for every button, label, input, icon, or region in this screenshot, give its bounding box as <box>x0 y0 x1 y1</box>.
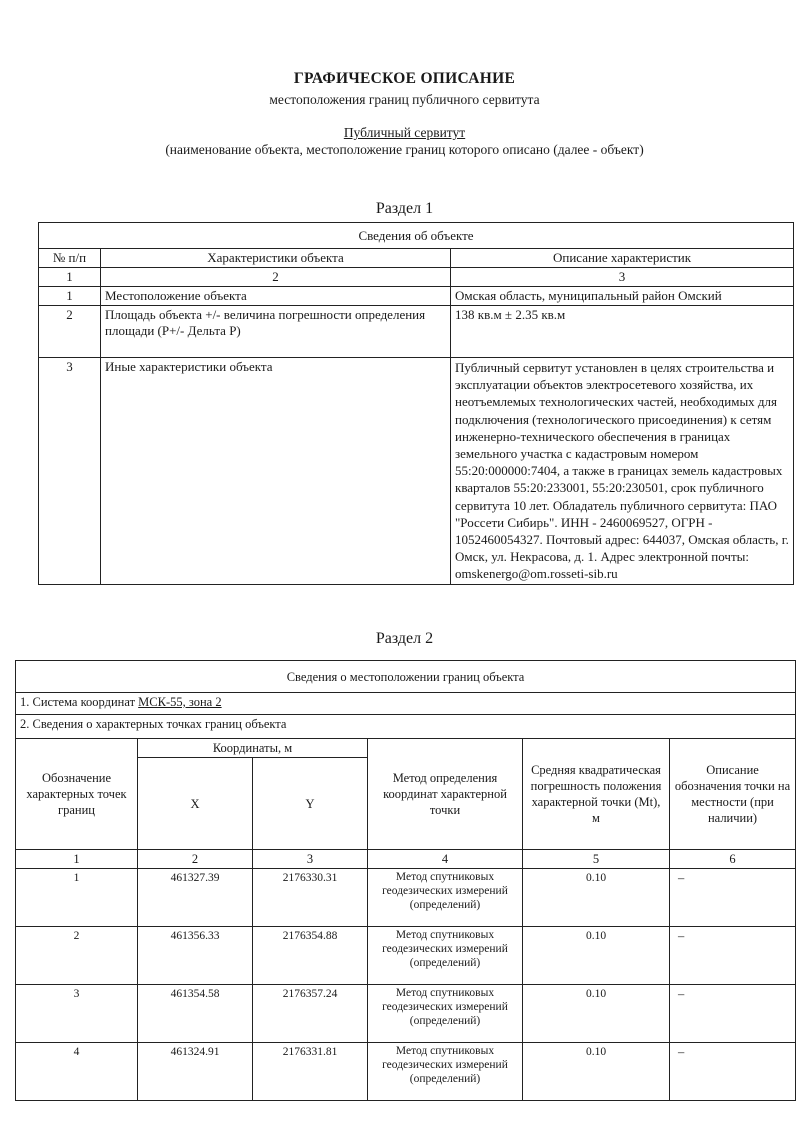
row-number: 3 <box>39 358 101 585</box>
column-header-y: Y <box>253 758 368 850</box>
point-description: – <box>670 927 796 985</box>
point-description: – <box>670 869 796 927</box>
section1-title: Раздел 1 <box>375 200 434 217</box>
point-y: 2176330.31 <box>253 869 368 927</box>
point-id: 4 <box>16 1043 138 1101</box>
characteristic-name: Площадь объекта +/- величина погрешности определения площади (Р+/- Дельта Р) <box>101 306 451 358</box>
point-id: 2 <box>16 927 138 985</box>
table-row <box>16 869 796 927</box>
object-name: Публичный сервитут <box>343 125 466 140</box>
document-subtitle: местоположения границ публичного сервитута <box>269 92 540 107</box>
document-title: ГРАФИЧЕСКОЕ ОПИСАНИЕ <box>293 70 516 87</box>
point-y: 2176354.88 <box>253 927 368 985</box>
table-row <box>39 287 794 306</box>
column-number: 6 <box>670 850 796 869</box>
row-number: 2 <box>39 306 101 358</box>
points-heading: 2. Сведения о характерных точках границ объекта <box>16 715 796 739</box>
column-number: 3 <box>451 268 794 287</box>
row-number: 1 <box>39 287 101 306</box>
point-error: 0.10 <box>523 927 670 985</box>
point-id: 3 <box>16 985 138 1043</box>
table-row <box>39 306 794 358</box>
coordinate-system <box>16 693 796 715</box>
column-header: Описание характеристик <box>451 249 794 268</box>
object-info-table-title: Сведения об объекте <box>39 223 794 249</box>
point-x: 461327.39 <box>138 869 253 927</box>
point-description: – <box>670 985 796 1043</box>
column-header-description: Описание обозначения точки на местности (при наличии) <box>670 739 796 850</box>
point-y: 2176331.81 <box>253 1043 368 1101</box>
column-number: 5 <box>523 850 670 869</box>
table-row <box>16 1043 796 1101</box>
column-number: 3 <box>253 850 368 869</box>
point-y: 2176357.24 <box>253 985 368 1043</box>
characteristic-value: 138 кв.м ± 2.35 кв.м <box>451 306 794 358</box>
characteristic-name: Местоположение объекта <box>101 287 451 306</box>
column-number: 1 <box>16 850 138 869</box>
table-row <box>39 358 794 585</box>
point-method: Метод спутниковых геодезических измерений (определений) <box>368 985 523 1043</box>
column-header-error: Средняя квадратическая погрешность положения характерной точки (Mt), м <box>523 739 670 850</box>
column-header-coords: Координаты, м <box>138 739 368 758</box>
column-number: 4 <box>368 850 523 869</box>
point-x: 461324.91 <box>138 1043 253 1101</box>
characteristic-value: Омская область, муниципальный район Омский <box>451 287 794 306</box>
column-header: Характеристики объекта <box>101 249 451 268</box>
point-error: 0.10 <box>523 869 670 927</box>
object-name-hint: (наименование объекта, местоположение границ которого описано (далее - объект) <box>165 142 644 157</box>
column-number: 2 <box>101 268 451 287</box>
column-header-point: Обозначение характерных точек границ <box>16 739 138 850</box>
object-info-table <box>38 222 794 585</box>
point-error: 0.10 <box>523 1043 670 1101</box>
point-error: 0.10 <box>523 985 670 1043</box>
coordinate-system-value: МСК-55, зона 2 <box>138 695 222 709</box>
boundary-table-title: Сведения о местоположении границ объекта <box>16 661 796 693</box>
coordinate-system-label: 1. Система координат <box>20 695 139 709</box>
characteristic-value: Публичный сервитут установлен в целях строительства и эксплуатации объектов электросетевого хозяйства, их неотъемлемых технологических частей, необходимых для подключения (технологического присоединения) к сетям инженерно-технического обеспечения в границах земельного участка с кадастровым номером 55:20:000000:7404, а также в границах земель кадастровых кварталов 55:20:233001, 55:20:230501, срок публичного сервитута 10 лет. Обладатель публичного сервитута: ПАО "Россети Сибирь". ИНН - 2460069527, ОГРН - 1052460054327. Почтовый адрес: 644037, Омская область, г. Омск, ул. Некрасова, д. 1. Адрес электронной почты: omskenergo@om.rosseti-sib.ru <box>451 358 794 585</box>
object-name-line <box>0 125 809 141</box>
column-header-x: X <box>138 758 253 850</box>
characteristic-name: Иные характеристики объекта <box>101 358 451 585</box>
column-header: № п/п <box>39 249 101 268</box>
section2-title: Раздел 2 <box>375 630 434 647</box>
point-method: Метод спутниковых геодезических измерений (определений) <box>368 1043 523 1101</box>
column-header-method: Метод определения координат характерной точки <box>368 739 523 850</box>
column-number: 1 <box>39 268 101 287</box>
point-description: – <box>670 1043 796 1101</box>
table-row <box>16 927 796 985</box>
point-id: 1 <box>16 869 138 927</box>
point-method: Метод спутниковых геодезических измерений (определений) <box>368 869 523 927</box>
boundary-points-table <box>15 660 796 1101</box>
point-x: 461356.33 <box>138 927 253 985</box>
point-x: 461354.58 <box>138 985 253 1043</box>
table-row <box>16 985 796 1043</box>
column-number: 2 <box>138 850 253 869</box>
point-method: Метод спутниковых геодезических измерений (определений) <box>368 927 523 985</box>
